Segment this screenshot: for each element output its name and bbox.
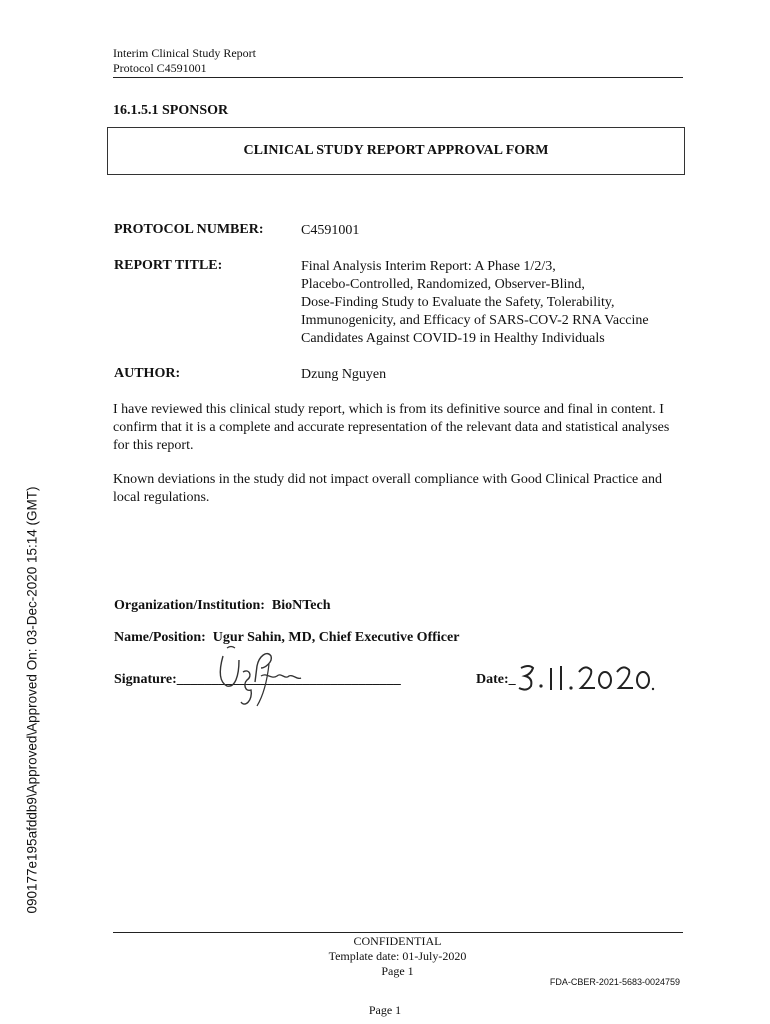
header-report-type: Interim Clinical Study Report bbox=[113, 46, 256, 60]
header-divider bbox=[113, 77, 683, 78]
footer-divider bbox=[113, 932, 683, 933]
page-number-inner: Page 1 bbox=[381, 964, 414, 978]
author-value: Dzung Nguyen bbox=[301, 367, 387, 382]
handwritten-signature bbox=[205, 642, 320, 712]
date-label: Date:_ bbox=[476, 672, 516, 687]
running-header bbox=[113, 46, 256, 76]
report-title-value bbox=[301, 258, 649, 348]
signature-line: Signature:________________________________ bbox=[114, 672, 401, 687]
protocol-number-value: C4591001 bbox=[301, 223, 360, 238]
organization-value: BioNTech bbox=[271, 598, 331, 613]
review-statement: I have reviewed this clinical study report, which is from its definitive source and final in content. I confirm that it is a complete and accurate representation of the relevant data and statistical analyses for this report. bbox=[113, 402, 670, 453]
document-id: FDA-CBER-2021-5683-0024759 bbox=[549, 977, 680, 987]
name-position-value: Ugur Sahin, MD, Chief Executive Officer bbox=[212, 630, 460, 645]
report-title-line: Dose-Finding Study to Evaluate the Safety, Tolerability, bbox=[301, 295, 615, 310]
confidential-label: CONFIDENTIAL bbox=[353, 934, 442, 948]
form-title: CLINICAL STUDY REPORT APPROVAL FORM bbox=[243, 143, 549, 158]
page-number-bottom: Page 1 bbox=[368, 1003, 402, 1017]
organization-line bbox=[114, 598, 331, 614]
header-protocol: Protocol C4591001 bbox=[113, 61, 207, 75]
section-heading: 16.1.5.1 SPONSOR bbox=[113, 103, 229, 118]
approval-stamp: 090177e195afddb9\Approved\Approved On: 03-Dec-2020 15:14 (GMT) bbox=[24, 486, 40, 914]
report-title-line: Final Analysis Interim Report: A Phase 1/2/3, bbox=[301, 259, 556, 274]
report-title-line: Immunogenicity, and Efficacy of SARS-COV-2 RNA Vaccine bbox=[301, 313, 649, 328]
report-title-line: Candidates Against COVID-19 in Healthy Individuals bbox=[301, 331, 605, 346]
author-label: AUTHOR: bbox=[114, 366, 181, 381]
report-title-line: Placebo-Controlled, Randomized, Observer-Blind, bbox=[301, 277, 585, 292]
name-position-label: Name/Position: bbox=[114, 630, 206, 645]
deviations-statement: Known deviations in the study did not impact overall compliance with Good Clinical Practice and local regulations. bbox=[113, 472, 662, 505]
protocol-number-label: PROTOCOL NUMBER: bbox=[114, 222, 264, 237]
template-date: Template date: 01-July-2020 bbox=[328, 949, 467, 963]
handwritten-date bbox=[517, 660, 657, 696]
report-title-label: REPORT TITLE: bbox=[114, 258, 223, 273]
form-title-box bbox=[107, 127, 685, 175]
organization-label: Organization/Institution: bbox=[114, 598, 265, 613]
